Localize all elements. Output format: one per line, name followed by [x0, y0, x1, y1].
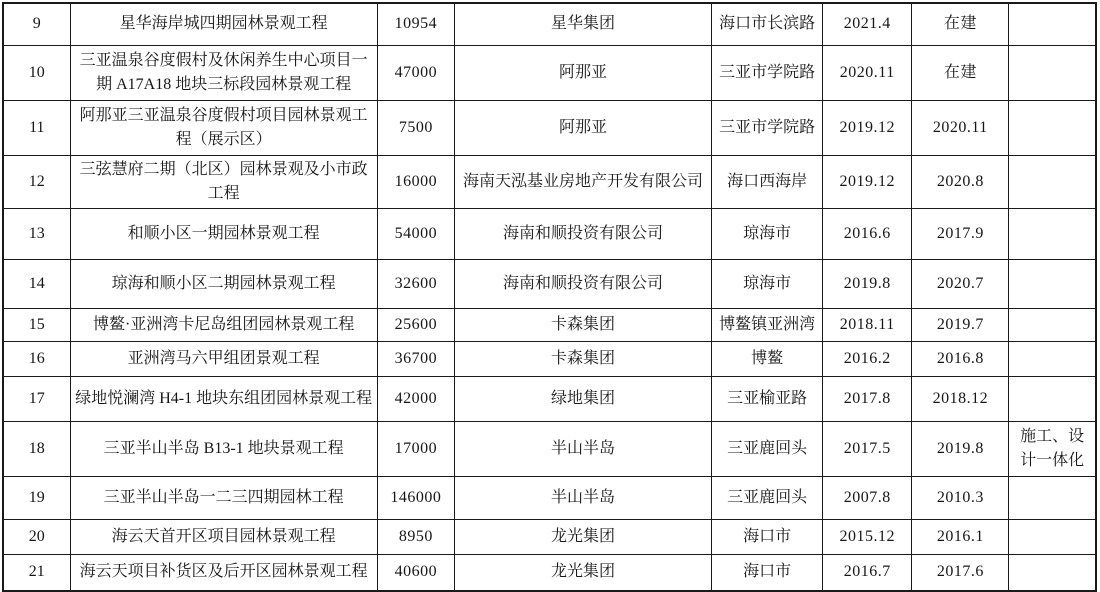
- cell-project-name: 绿地悦澜湾 H4-1 地块东组团园林景观工程: [70, 376, 377, 421]
- cell-client: 阿那亚: [454, 100, 711, 155]
- cell-note: [1009, 341, 1096, 376]
- table-row: [3, 476, 1096, 519]
- cell-end-date: 2016.1: [912, 519, 1009, 554]
- cell-project-name: 星华海岸城四期园林景观工程: [70, 3, 377, 45]
- cell-end-date: 在建: [912, 45, 1009, 100]
- cell-location: 三亚市学院路: [712, 100, 823, 155]
- cell-client: 半山半岛: [454, 476, 711, 519]
- table-row: [3, 45, 1096, 100]
- table-row: [3, 554, 1096, 591]
- cell-end-date: 2019.7: [912, 308, 1009, 341]
- cell-note: [1009, 100, 1096, 155]
- cell-area: 146000: [377, 476, 454, 519]
- cell-end-date: 在建: [912, 3, 1009, 45]
- projects-table: [2, 2, 1097, 592]
- cell-note: [1009, 45, 1096, 100]
- cell-end-date: 2016.8: [912, 341, 1009, 376]
- cell-note: [1009, 476, 1096, 519]
- cell-area: 36700: [377, 341, 454, 376]
- cell-location: 三亚鹿回头: [712, 476, 823, 519]
- cell-area: 7500: [377, 100, 454, 155]
- cell-client: 海南天泓基业房地产开发有限公司: [454, 155, 711, 208]
- cell-location: 海口市: [712, 519, 823, 554]
- cell-row-number: 12: [3, 155, 70, 208]
- cell-project-name: 和顺小区一期园林景观工程: [70, 208, 377, 259]
- cell-end-date: 2018.12: [912, 376, 1009, 421]
- cell-end-date: 2017.6: [912, 554, 1009, 591]
- table-row: [3, 259, 1096, 308]
- cell-client: 龙光集团: [454, 519, 711, 554]
- cell-area: 47000: [377, 45, 454, 100]
- cell-project-name: 三亚半山半岛 B13-1 地块景观工程: [70, 421, 377, 476]
- cell-end-date: 2020.8: [912, 155, 1009, 208]
- cell-area: 17000: [377, 421, 454, 476]
- cell-area: 42000: [377, 376, 454, 421]
- cell-note: [1009, 308, 1096, 341]
- cell-area: 32600: [377, 259, 454, 308]
- cell-project-name: 三亚温泉谷度假村及休闲养生中心项目一期 A17A18 地块三标段园林景观工程: [70, 45, 377, 100]
- cell-row-number: 14: [3, 259, 70, 308]
- cell-client: 阿那亚: [454, 45, 711, 100]
- table-row: [3, 519, 1096, 554]
- cell-row-number: 11: [3, 100, 70, 155]
- cell-project-name: 海云天项目补货区及后开区园林景观工程: [70, 554, 377, 591]
- cell-area: 40600: [377, 554, 454, 591]
- cell-project-name: 博鳌·亚洲湾卡尼岛组团园林景观工程: [70, 308, 377, 341]
- cell-location: 博鳌: [712, 341, 823, 376]
- cell-row-number: 19: [3, 476, 70, 519]
- cell-project-name: 亚洲湾马六甲组团景观工程: [70, 341, 377, 376]
- cell-location: 海口市: [712, 554, 823, 591]
- cell-area: 8950: [377, 519, 454, 554]
- cell-start-date: 2016.6: [823, 208, 912, 259]
- cell-location: 三亚市学院路: [712, 45, 823, 100]
- cell-location: 三亚鹿回头: [712, 421, 823, 476]
- cell-end-date: 2017.9: [912, 208, 1009, 259]
- cell-client: 半山半岛: [454, 421, 711, 476]
- table-row: [3, 208, 1096, 259]
- cell-location: 海口西海岸: [712, 155, 823, 208]
- table-row: [3, 376, 1096, 421]
- cell-location: 琼海市: [712, 259, 823, 308]
- cell-row-number: 20: [3, 519, 70, 554]
- table-row: [3, 100, 1096, 155]
- table-row: [3, 421, 1096, 476]
- cell-client: 卡森集团: [454, 341, 711, 376]
- table-row: [3, 341, 1096, 376]
- cell-end-date: 2020.11: [912, 100, 1009, 155]
- cell-note: [1009, 376, 1096, 421]
- table-row: [3, 308, 1096, 341]
- cell-note: [1009, 208, 1096, 259]
- cell-start-date: 2018.11: [823, 308, 912, 341]
- cell-location: 三亚榆亚路: [712, 376, 823, 421]
- cell-location: 博鳌镇亚洲湾: [712, 308, 823, 341]
- cell-start-date: 2015.12: [823, 519, 912, 554]
- cell-project-name: 三亚半山半岛一二三四期园林工程: [70, 476, 377, 519]
- cell-project-name: 三弦慧府二期（北区）园林景观及小市政工程: [70, 155, 377, 208]
- cell-row-number: 21: [3, 554, 70, 591]
- cell-area: 54000: [377, 208, 454, 259]
- cell-row-number: 10: [3, 45, 70, 100]
- cell-area: 10954: [377, 3, 454, 45]
- cell-project-name: 琼海和顺小区二期园林景观工程: [70, 259, 377, 308]
- cell-client: 龙光集团: [454, 554, 711, 591]
- table-row: [3, 3, 1096, 45]
- cell-start-date: 2016.2: [823, 341, 912, 376]
- cell-start-date: 2017.5: [823, 421, 912, 476]
- cell-client: 卡森集团: [454, 308, 711, 341]
- cell-start-date: 2020.11: [823, 45, 912, 100]
- cell-client: 绿地集团: [454, 376, 711, 421]
- cell-note: [1009, 519, 1096, 554]
- cell-row-number: 16: [3, 341, 70, 376]
- cell-project-name: 阿那亚三亚温泉谷度假村项目园林景观工程（展示区）: [70, 100, 377, 155]
- cell-note: 施工、设计一体化: [1009, 421, 1096, 476]
- cell-client: 海南和顺投资有限公司: [454, 259, 711, 308]
- cell-start-date: 2007.8: [823, 476, 912, 519]
- cell-start-date: 2021.4: [823, 3, 912, 45]
- cell-start-date: 2019.12: [823, 155, 912, 208]
- cell-start-date: 2019.12: [823, 100, 912, 155]
- table-row: [3, 155, 1096, 208]
- cell-location: 海口市长滨路: [712, 3, 823, 45]
- cell-end-date: 2010.3: [912, 476, 1009, 519]
- cell-area: 25600: [377, 308, 454, 341]
- cell-row-number: 15: [3, 308, 70, 341]
- cell-client: 星华集团: [454, 3, 711, 45]
- cell-note: [1009, 554, 1096, 591]
- cell-location: 琼海市: [712, 208, 823, 259]
- cell-note: [1009, 259, 1096, 308]
- cell-row-number: 18: [3, 421, 70, 476]
- cell-start-date: 2019.8: [823, 259, 912, 308]
- cell-note: [1009, 3, 1096, 45]
- cell-end-date: 2019.8: [912, 421, 1009, 476]
- cell-end-date: 2020.7: [912, 259, 1009, 308]
- cell-start-date: 2017.8: [823, 376, 912, 421]
- cell-row-number: 17: [3, 376, 70, 421]
- cell-note: [1009, 155, 1096, 208]
- cell-area: 16000: [377, 155, 454, 208]
- cell-start-date: 2016.7: [823, 554, 912, 591]
- cell-project-name: 海云天首开区项目园林景观工程: [70, 519, 377, 554]
- cell-client: 海南和顺投资有限公司: [454, 208, 711, 259]
- cell-row-number: 13: [3, 208, 70, 259]
- cell-row-number: 9: [3, 3, 70, 45]
